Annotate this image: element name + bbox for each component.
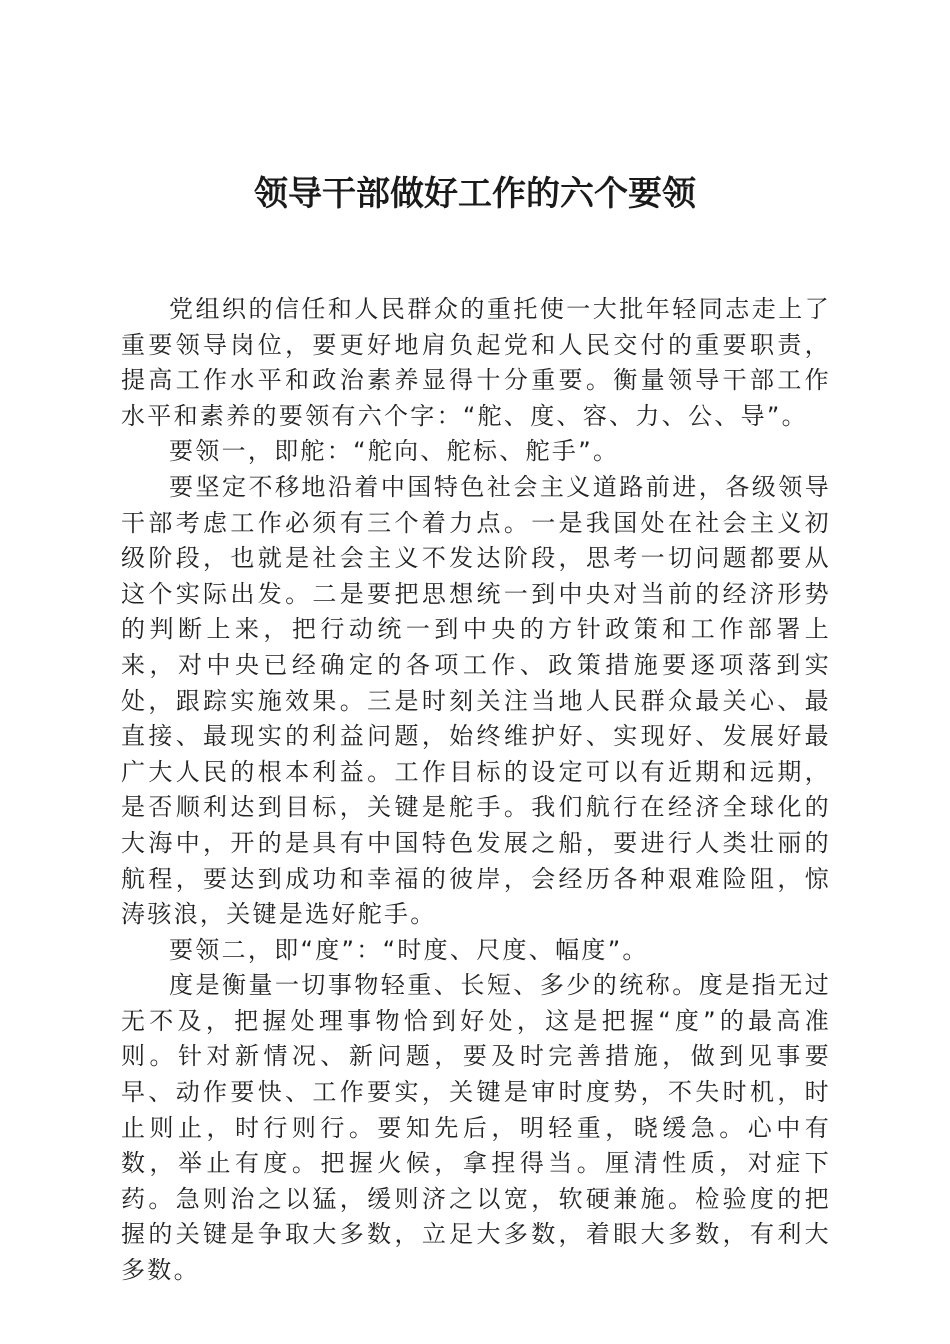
paragraph-body-2: 度是衡量一切事物轻重、长短、多少的统称。度是指无过无不及，把握处理事物恰到好处，这是把握“度”的最高准则。针对新情况、新问题，要及时完善措施，做到见事要早、动作要快、工作要实，关键是审时度势，不失时机，时止则止，时行则行。要知先后，明轻重，晓缓急。心中有数，举止有度。把握火候，拿捏得当。厘清性质，对症下药。急则治之以猛，缓则济之以宽，软硬兼施。检验度的把握的关键是争取大多数，立足大多数，着眼大多数，有利大多数。 bbox=[121, 971, 831, 1285]
paragraph-heading-1: 要领一，即舵：“舵向、舵标、舵手”。 bbox=[169, 437, 620, 466]
document-title: 领导干部做好工作的六个要领 bbox=[254, 174, 696, 214]
paragraph-intro: 党组织的信任和人民群众的重托使一大批年轻同志走上了重要领导岗位，要更好地肩负起党和人民交付的重要职责，提高工作水平和政治素养显得十分重要。衡量领导干部工作水平和素养的要领有六个字：“舵、度、容、力、公、导”。 bbox=[121, 295, 831, 430]
document-body bbox=[121, 292, 831, 1289]
paragraph-body-1: 要坚定不移地沿着中国特色社会主义道路前进，各级领导干部考虑工作必须有三个着力点。一是我国处在社会主义初级阶段，也就是社会主义不发达阶段，思考一切问题都要从这个实际出发。二是要把思想统一到中央对当前的经济形势的判断上来，把行动统一到中央的方针政策和工作部署上来，对中央已经确定的各项工作、政策措施要逐项落到实处，跟踪实施效果。三是时刻关注当地人民群众最关心、最直接、最现实的利益问题，始终维护好、实现好、发展好最广大人民的根本利益。工作目标的设定可以有近期和远期，是否顺利达到目标，关键是舵手。我们航行在经济全球化的大海中，开的是具有中国特色发展之船，要进行人类壮丽的航程，要达到成功和幸福的彼岸，会经历各种艰难险阻，惊涛骇浪，关键是选好舵手。 bbox=[121, 472, 831, 929]
paragraph-heading-2: 要领二，即“度”：“时度、尺度、幅度”。 bbox=[169, 935, 649, 964]
